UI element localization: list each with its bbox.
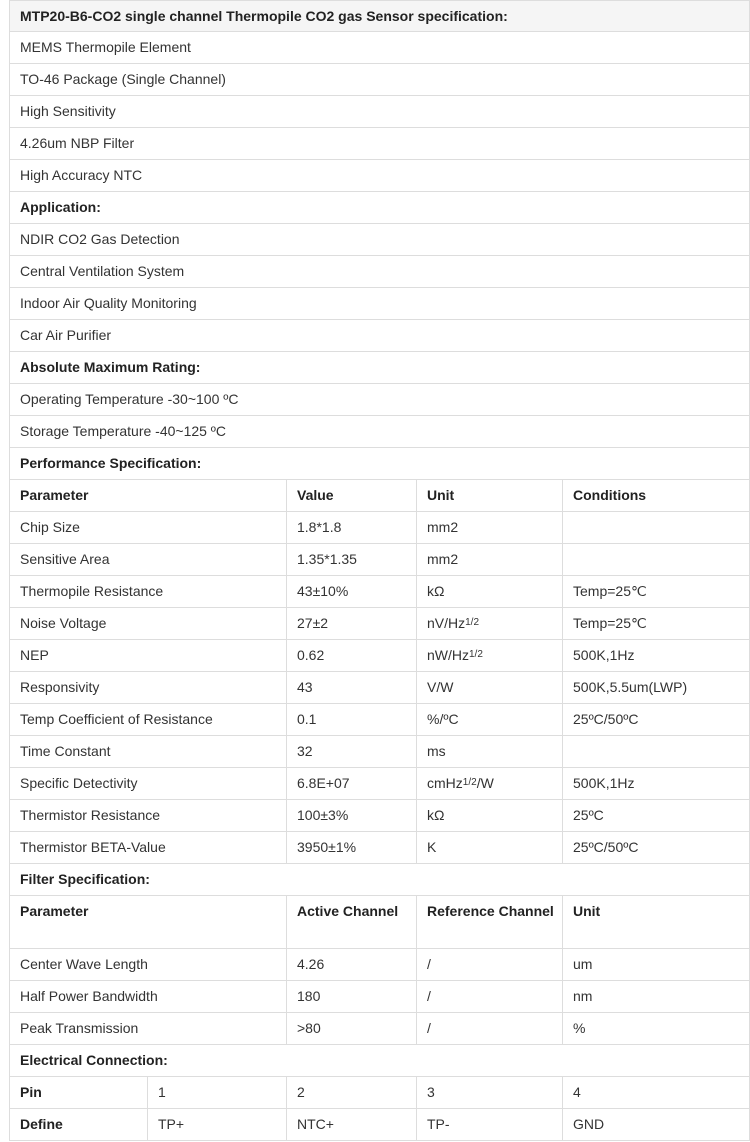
- filter-active: 4.26: [287, 949, 417, 981]
- perf-value: 100±3%: [287, 800, 417, 832]
- perf-header-value: Value: [287, 480, 417, 512]
- perf-unit: [417, 672, 563, 704]
- perf-parameter: Time Constant: [9, 736, 287, 768]
- perf-parameter: Specific Detectivity: [9, 768, 287, 800]
- unit-base: V/W: [427, 679, 454, 695]
- feature-item: TO-46 Package (Single Channel): [9, 64, 750, 96]
- application-item: NDIR CO2 Gas Detection: [9, 224, 750, 256]
- unit-base: kΩ: [427, 807, 445, 823]
- perf-parameter: Chip Size: [9, 512, 287, 544]
- perf-unit: [417, 544, 563, 576]
- unit-base: K: [427, 839, 437, 855]
- perf-header-parameter: Parameter: [9, 480, 287, 512]
- perf-conditions: Temp=25℃: [563, 576, 750, 608]
- pin-define: TP+: [148, 1109, 287, 1141]
- perf-conditions: [563, 544, 750, 576]
- perf-value: 27±2: [287, 608, 417, 640]
- absolute-max-item: Storage Temperature -40~125 ºC: [9, 416, 750, 448]
- perf-value: 0.1: [287, 704, 417, 736]
- perf-unit: cmHz $^{1/2}$ /W: [417, 768, 563, 800]
- filter-unit: nm: [563, 981, 750, 1013]
- perf-conditions: Temp=25℃: [563, 608, 750, 640]
- absolute-max-item: Operating Temperature -30~100 ºC: [9, 384, 750, 416]
- perf-conditions: 25ºC/50ºC: [563, 832, 750, 864]
- perf-parameter: Thermistor BETA-Value: [9, 832, 287, 864]
- filter-active: >80: [287, 1013, 417, 1045]
- feature-item: MEMS Thermopile Element: [9, 32, 750, 64]
- perf-value: 1.35*1.35: [287, 544, 417, 576]
- perf-unit: nW/Hz $^{1/2}$: [417, 640, 563, 672]
- perf-conditions: [563, 736, 750, 768]
- unit-base: mm2: [427, 551, 459, 567]
- perf-parameter: Noise Voltage: [9, 608, 287, 640]
- perf-parameter: Responsivity: [9, 672, 287, 704]
- unit-base: kΩ: [427, 583, 445, 599]
- perf-value: 1.8*1.8: [287, 512, 417, 544]
- unit-base: mm2: [427, 519, 459, 535]
- unit-suffix: /W: [476, 775, 494, 791]
- absolute-max-heading: Absolute Maximum Rating:: [9, 352, 750, 384]
- filter-header-active: Active Channel: [287, 896, 417, 949]
- perf-unit: [417, 832, 563, 864]
- perf-value: 32: [287, 736, 417, 768]
- perf-conditions: 500K,1Hz: [563, 640, 750, 672]
- perf-unit: [417, 736, 563, 768]
- feature-item: 4.26um NBP Filter: [9, 128, 750, 160]
- performance-heading: Performance Specification:: [9, 448, 750, 480]
- filter-active: 180: [287, 981, 417, 1013]
- unit-base: %/ºC: [427, 711, 459, 727]
- define-label: Define: [9, 1109, 148, 1141]
- application-item: Car Air Purifier: [9, 320, 750, 352]
- filter-parameter: Peak Transmission: [9, 1013, 287, 1045]
- feature-item: High Sensitivity: [9, 96, 750, 128]
- perf-header-unit: Unit: [417, 480, 563, 512]
- filter-header-parameter: Parameter: [9, 896, 287, 949]
- perf-conditions: 500K,1Hz: [563, 768, 750, 800]
- perf-conditions: [563, 512, 750, 544]
- perf-parameter: Sensitive Area: [9, 544, 287, 576]
- application-item: Central Ventilation System: [9, 256, 750, 288]
- pin-define: NTC+: [287, 1109, 417, 1141]
- filter-heading: Filter Specification:: [9, 864, 750, 896]
- filter-reference: /: [417, 1013, 563, 1045]
- filter-unit: um: [563, 949, 750, 981]
- unit-base: nV/Hz: [427, 615, 466, 631]
- filter-parameter: Center Wave Length: [9, 949, 287, 981]
- pin-define: TP-: [417, 1109, 563, 1141]
- pin-define: GND: [563, 1109, 750, 1141]
- perf-value: 43: [287, 672, 417, 704]
- filter-reference: /: [417, 949, 563, 981]
- perf-header-conditions: Conditions: [563, 480, 750, 512]
- application-item: Indoor Air Quality Monitoring: [9, 288, 750, 320]
- pin-number: 3: [417, 1077, 563, 1109]
- perf-value: 6.8E+07: [287, 768, 417, 800]
- unit-base: ms: [427, 743, 446, 759]
- page-title: MTP20-B6-CO2 single channel Thermopile CO2 gas Sensor specification:: [9, 0, 750, 32]
- perf-value: 3950±1%: [287, 832, 417, 864]
- filter-parameter: Half Power Bandwidth: [9, 981, 287, 1013]
- perf-unit: [417, 800, 563, 832]
- perf-value: 0.62: [287, 640, 417, 672]
- unit-base: cmHz: [427, 775, 463, 791]
- perf-unit: [417, 576, 563, 608]
- application-heading: Application:: [9, 192, 750, 224]
- filter-header-reference: Reference Channel: [417, 896, 563, 949]
- filter-unit: %: [563, 1013, 750, 1045]
- perf-conditions: 500K,5.5um(LWP): [563, 672, 750, 704]
- perf-unit: nV/Hz $^{1/2}$: [417, 608, 563, 640]
- pin-number: 2: [287, 1077, 417, 1109]
- perf-parameter: Thermistor Resistance: [9, 800, 287, 832]
- unit-base: nW/Hz: [427, 647, 469, 663]
- pin-number: 4: [563, 1077, 750, 1109]
- perf-parameter: Thermopile Resistance: [9, 576, 287, 608]
- perf-conditions: 25ºC/50ºC: [563, 704, 750, 736]
- pin-number: 1: [148, 1077, 287, 1109]
- perf-conditions: 25ºC: [563, 800, 750, 832]
- perf-value: 43±10%: [287, 576, 417, 608]
- feature-item: High Accuracy NTC: [9, 160, 750, 192]
- perf-parameter: Temp Coefficient of Resistance: [9, 704, 287, 736]
- perf-unit: [417, 512, 563, 544]
- filter-header-unit: Unit: [563, 896, 750, 949]
- perf-parameter: NEP: [9, 640, 287, 672]
- filter-reference: /: [417, 981, 563, 1013]
- pin-label: Pin: [9, 1077, 148, 1109]
- electrical-heading: Electrical Connection:: [9, 1045, 750, 1077]
- perf-unit: [417, 704, 563, 736]
